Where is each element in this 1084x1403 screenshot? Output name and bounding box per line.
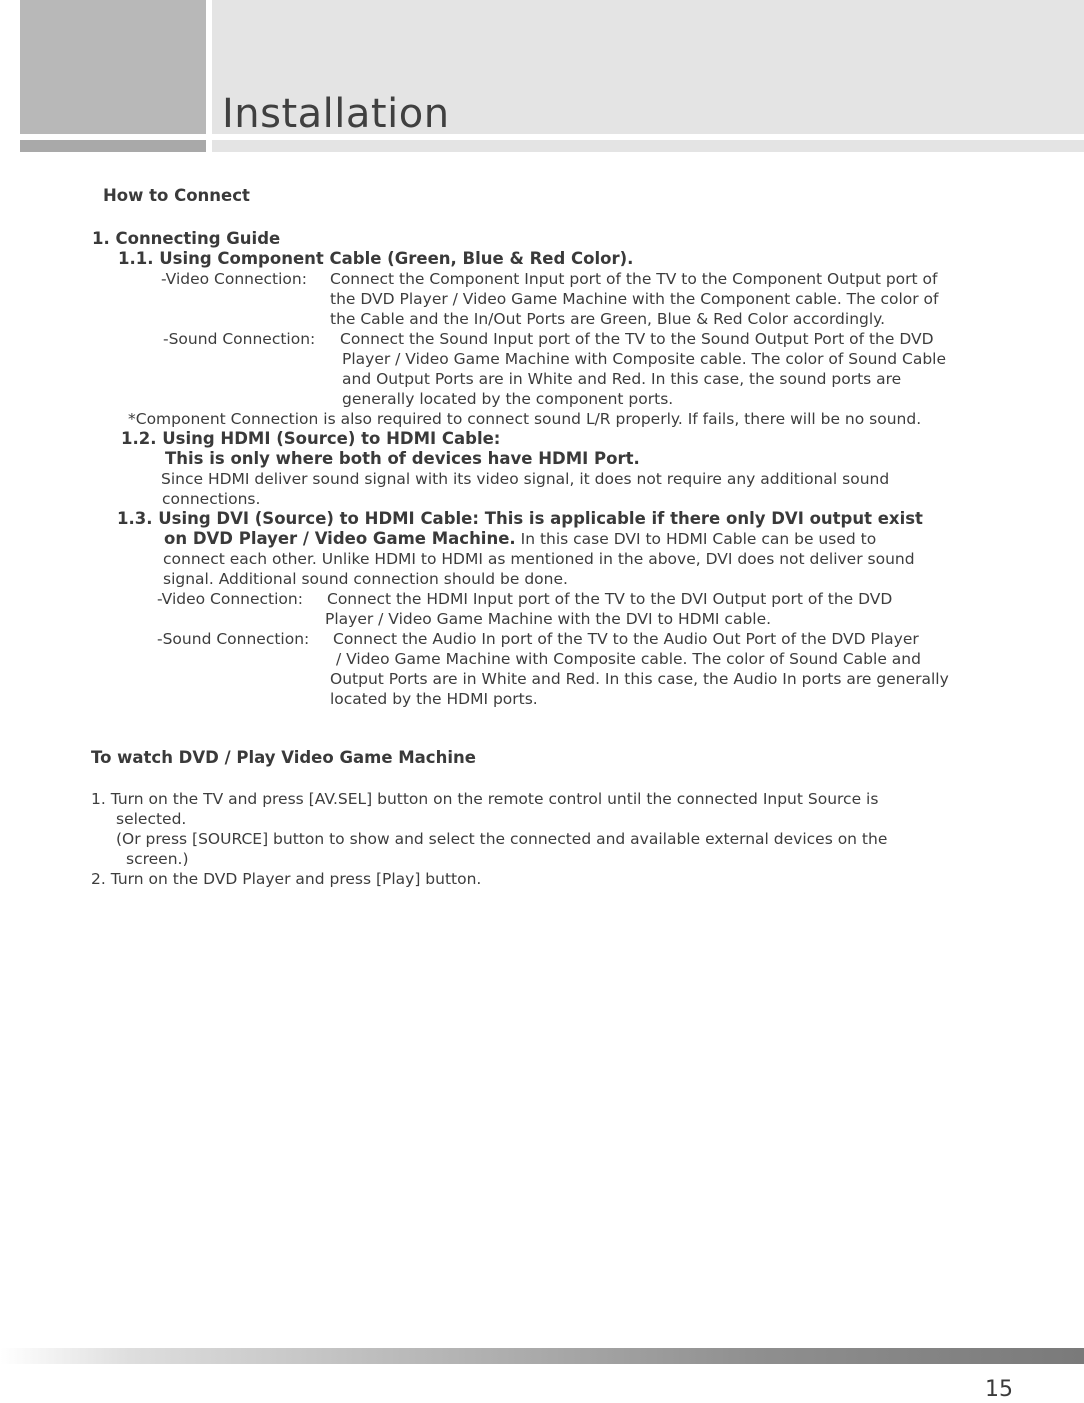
sound-connection-line: generally located by the component ports. <box>342 390 674 408</box>
component-note: *Component Connection is also required to connect sound L/R properly. If fails, there will be no sound. <box>128 410 922 428</box>
page-number: 15 <box>985 1377 1013 1402</box>
dvi-sound-connection-line: Connect the Audio In port of the TV to the Audio Out Port of the DVD Player <box>333 630 919 648</box>
watch-step-line: selected. <box>116 810 187 828</box>
section-heading-watch-dvd: To watch DVD / Play Video Game Machine <box>91 748 476 767</box>
video-connection-line: the Cable and the In/Out Ports are Green, Blue & Red Color accordingly. <box>330 310 886 328</box>
watch-step-line: screen.) <box>126 850 189 868</box>
subsection-1-2-heading: 1.2. Using HDMI (Source) to HDMI Cable: <box>121 429 501 448</box>
video-connection-line: Connect the Component Input port of the TV to the Component Output port of <box>330 270 938 288</box>
dvi-video-connection-label: -Video Connection: <box>157 590 303 608</box>
header-band-strip <box>212 140 1084 152</box>
dvi-body-line: signal. Additional sound connection should be done. <box>163 570 568 588</box>
subsection-1-3-heading-cont: on DVD Player / Video Game Machine. <box>164 529 516 548</box>
watch-step-line: 1. Turn on the TV and press [AV.SEL] button on the remote control until the connected Input Source is <box>91 790 879 808</box>
dvi-sound-connection-label: -Sound Connection: <box>157 630 310 648</box>
video-connection-line: the DVD Player / Video Game Machine with the Component cable. The color of <box>330 290 939 308</box>
watch-step-line: 2. Turn on the DVD Player and press [Play] button. <box>91 870 482 888</box>
dvi-sound-connection-line: Output Ports are in White and Red. In this case, the Audio In ports are generally <box>330 670 949 688</box>
subsection-1-1-heading: 1.1. Using Component Cable (Green, Blue & Red Color). <box>118 249 634 268</box>
connecting-guide-heading: 1. Connecting Guide <box>92 229 281 248</box>
hdmi-body-line: Since HDMI deliver sound signal with its video signal, it does not require any additional sound <box>161 470 890 488</box>
section-heading-how-to-connect: How to Connect <box>103 186 250 205</box>
sound-connection-line: and Output Ports are in White and Red. In this case, the sound ports are <box>342 370 902 388</box>
subsection-1-3-line2-text: In this case DVI to HDMI Cable can be used to <box>520 530 877 548</box>
subsection-1-2-subheading: This is only where both of devices have HDMI Port. <box>165 449 640 468</box>
subsection-1-3-heading: 1.3. Using DVI (Source) to HDMI Cable: This is applicable if there only DVI output exist <box>117 509 923 528</box>
dvi-body-line: connect each other. Unlike HDMI to HDMI as mentioned in the above, DVI does not deliver sound <box>163 550 915 568</box>
sound-connection-line: Connect the Sound Input port of the TV to the Sound Output Port of the DVD <box>340 330 934 348</box>
header-gray-strip <box>20 140 206 152</box>
sound-connection-label: -Sound Connection: <box>163 330 316 348</box>
footer-gradient-bar <box>0 1348 1084 1364</box>
video-connection-label: -Video Connection: <box>161 270 307 288</box>
hdmi-body-line: connections. <box>162 490 261 508</box>
subsection-1-3-line2 <box>164 529 876 549</box>
sound-connection-line: Player / Video Game Machine with Composite cable. The color of Sound Cable <box>342 350 947 368</box>
header-gray-block <box>20 0 206 134</box>
page-title: Installation <box>222 91 450 137</box>
dvi-sound-connection-line: located by the HDMI ports. <box>330 690 538 708</box>
dvi-video-connection-line: Player / Video Game Machine with the DVI to HDMI cable. <box>325 610 772 628</box>
dvi-sound-connection-line: / Video Game Machine with Composite cable. The color of Sound Cable and <box>336 650 921 668</box>
watch-step-line: (Or press [SOURCE] button to show and select the connected and available external devices on the <box>116 830 888 848</box>
dvi-video-connection-line: Connect the HDMI Input port of the TV to the DVI Output port of the DVD <box>327 590 893 608</box>
